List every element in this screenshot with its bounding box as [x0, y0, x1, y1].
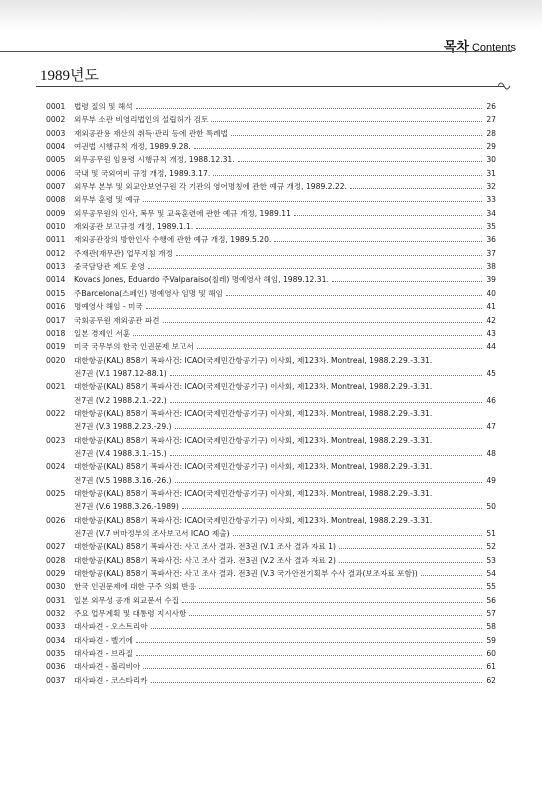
entry-number: 0008: [46, 195, 66, 205]
toc-entry[interactable]: [46, 314, 496, 327]
toc-entry-line: [46, 127, 496, 140]
entry-number: 0002: [46, 115, 66, 125]
entry-title: 미국 국무부의 한국 인권문제 보고서: [74, 342, 194, 352]
entry-page-number: 56: [486, 595, 496, 605]
entry-title-continued: 전7권 (V.2 1988.2.1.-22.): [74, 395, 167, 405]
entry-number: 0030: [46, 582, 66, 592]
toc-entry-line: [46, 260, 496, 273]
entry-number: 0015: [46, 288, 66, 298]
toc-entry[interactable]: [46, 247, 496, 260]
toc-entry-line: [46, 607, 496, 620]
dot-leader: [170, 396, 482, 403]
entry-page-number: 58: [486, 622, 496, 632]
toc-entry-line: [46, 634, 496, 647]
dot-leader: [136, 102, 482, 109]
entry-page-number: 43: [486, 328, 496, 338]
entry-number: 0029: [46, 569, 66, 579]
dot-leader: [148, 262, 482, 269]
toc-entry-line: [46, 113, 496, 126]
entry-title-continued: 전7권 (V.5 1988.3.16.-26.): [74, 475, 172, 485]
entry-page-number: 30: [486, 155, 496, 165]
entry-title: 대한항공(KAL) 858기 폭파사건: 사고 조사 결과. 전3권 (V.2 조사 결과 자료 2): [74, 555, 336, 565]
entry-page-number: 37: [486, 248, 496, 258]
entry-number: 0025: [46, 488, 66, 498]
dot-leader: [421, 569, 482, 576]
toc-entry[interactable]: [46, 580, 496, 593]
entry-title: 주요 업무계획 및 대통령 지시사항: [74, 609, 187, 619]
dot-leader: [189, 609, 482, 616]
toc-entry[interactable]: [46, 354, 496, 381]
section-year-heading: 1989년도: [40, 68, 99, 84]
entry-title: 한국 인권문제에 대한 구주 의회 반응: [74, 582, 197, 592]
toc-entry[interactable]: [46, 660, 496, 673]
dot-leader: [197, 342, 482, 349]
entry-page-number: 36: [486, 235, 496, 245]
entry-number: 0004: [46, 142, 66, 152]
entry-title: 대사파견 - 코스타리카: [74, 675, 148, 685]
entry-title: 명예영사 해임 - 미국: [74, 302, 143, 312]
entry-number: 0032: [46, 609, 66, 619]
toc-entry-line: [46, 340, 496, 353]
toc-entry[interactable]: [46, 180, 496, 193]
entry-number: 0012: [46, 248, 66, 258]
toc-entry-line: [46, 554, 496, 567]
toc-entry-line: [46, 167, 496, 180]
entry-number: 0013: [46, 262, 66, 272]
entry-title-continued: 전7권 (V.1 1987.12-88.1): [74, 368, 167, 378]
entry-title: 국회공무원 재외공관 파견: [74, 315, 160, 325]
entry-page-number: 53: [486, 555, 496, 565]
entry-number: 0014: [46, 275, 66, 285]
toc-entry[interactable]: [46, 607, 496, 620]
entry-number: 0026: [46, 515, 66, 525]
entry-title: 대한항공(KAL) 858기 폭파사건: ICAO(국제민간항공기구) 이사회, 제123차. Montreal, 1988.2.29.-3.31.: [74, 515, 433, 525]
entry-number: 0027: [46, 542, 66, 552]
toc-entry-line: [46, 660, 496, 673]
entry-title: 중국담당관 제도 운영: [74, 262, 145, 272]
entry-page-number: 62: [486, 675, 496, 685]
dot-leader: [182, 596, 482, 603]
entry-title: 외무부 훈령 및 예규: [74, 195, 140, 205]
toc-entry[interactable]: [46, 287, 496, 300]
toc-entry[interactable]: [46, 127, 496, 140]
toc-entry-line: [46, 247, 496, 260]
toc-entry[interactable]: [46, 300, 496, 313]
entry-page-number: 60: [486, 649, 496, 659]
entry-page-number: 49: [486, 475, 496, 485]
dot-leader: [211, 115, 482, 122]
entry-title-continued: 전7권 (V.7 버마정부의 조사보고서 ICAO 제출): [74, 529, 230, 538]
toc-entry[interactable]: [46, 100, 496, 113]
dot-leader: [350, 182, 482, 189]
toc-entry[interactable]: [46, 554, 496, 567]
wave-ornament-icon: [498, 80, 512, 92]
entry-title: 일본 외무성 공개 외교문서 수집: [74, 595, 180, 605]
toc-entry-line: [46, 500, 496, 513]
entry-title: 대한항공(KAL) 858기 폭파사건: ICAO(국제민간항공기구) 이사회, 제123차. Montreal, 1988.2.29.-3.31.: [74, 408, 433, 418]
entry-number: 0022: [46, 408, 66, 418]
toc-entry-line: [46, 367, 496, 380]
entry-number: 0021: [46, 382, 66, 392]
toc-entry-line: [46, 514, 496, 527]
entry-page-number: 26: [486, 102, 496, 111]
entry-title: 외무공무원의 인사, 복무 및 교육훈련에 관한 예규 개정, 1989.11: [74, 208, 291, 218]
toc-entry-line: [46, 540, 496, 553]
entry-page-number: 55: [486, 582, 496, 592]
page-title-korean: 목차: [443, 40, 469, 55]
section-divider: [36, 86, 504, 87]
toc-entry[interactable]: [46, 207, 496, 220]
entry-number: 0016: [46, 302, 66, 312]
toc-entry-line: [46, 273, 496, 286]
toc-entry-line: [46, 153, 496, 166]
toc-entry-line: [46, 647, 496, 660]
dot-leader: [339, 542, 482, 549]
entry-title: 대한항공(KAL) 858기 폭파사건: ICAO(국제민간항공기구) 이사회, 제123차. Montreal, 1988.2.29.-3.31.: [74, 488, 433, 498]
entry-number: 0020: [46, 355, 66, 365]
toc-entry[interactable]: [46, 140, 496, 153]
entry-title: 외무공무원 임용령 시행규칙 개정, 1988.12.31.: [74, 155, 235, 165]
dot-leader: [213, 169, 482, 176]
toc-entry-line: [46, 527, 496, 540]
entry-number: 0031: [46, 595, 66, 605]
toc-entry-line: [46, 220, 496, 233]
toc-entry-line: [46, 447, 496, 460]
dot-leader: [170, 449, 482, 456]
entry-title: 대한항공(KAL) 858기 폭파사건: ICAO(국제민간항공기구) 이사회, 제123차. Montreal, 1988.2.29.-3.31.: [74, 382, 433, 392]
toc-entry[interactable]: [46, 567, 496, 580]
entry-page-number: 57: [486, 609, 496, 619]
entry-page-number: 29: [486, 142, 496, 152]
toc-entry-line: [46, 407, 496, 420]
toc-entry[interactable]: [46, 487, 496, 514]
dot-leader: [294, 209, 482, 216]
toc-entry-line: [46, 207, 496, 220]
toc-entry[interactable]: [46, 647, 496, 660]
entry-title: 외무부 본부 및 외교안보연구원 각 기관의 영어명칭에 관한 예규 개정, 1989.2.22.: [74, 182, 348, 192]
toc-entry-line: [46, 233, 496, 246]
entry-title: 여권법 시행규칙 개정, 1989.9.28.: [74, 142, 191, 152]
entry-title: 국내 및 국외여비 규정 개정, 1989.3.17.: [74, 168, 211, 178]
toc-entry-line: [46, 193, 496, 206]
entry-title: 재외공관장의 방한인사 수행에 관한 예규 개정, 1989.5.20.: [74, 235, 272, 245]
toc-entry-line: [46, 487, 496, 500]
entry-title: 대사파견 - 오스트리아: [74, 622, 148, 632]
entry-page-number: 35: [486, 222, 496, 232]
page-title: [444, 36, 516, 55]
toc-entry[interactable]: [46, 220, 496, 233]
entry-title: 대사파견 - 벨기에: [74, 635, 133, 645]
dot-leader: [175, 422, 482, 429]
dot-leader: [238, 155, 482, 162]
entry-title: 주재관(재무관) 업무지침 개정: [74, 248, 173, 258]
entry-page-number: 44: [486, 342, 496, 352]
toc-entry-line: [46, 474, 496, 487]
dot-leader: [199, 582, 482, 589]
toc-entry-line: [46, 567, 496, 580]
entry-title: 대한항공(KAL) 858기 폭파사건: ICAO(국제민간항공기구) 이사회, 제123차. Montreal, 1988.2.29.-3.31.: [74, 462, 433, 472]
entry-number: 0003: [46, 128, 66, 138]
toc-entry[interactable]: [46, 273, 496, 286]
toc-entry[interactable]: [46, 620, 496, 633]
entry-number: 0036: [46, 662, 66, 672]
toc-entry-line: [46, 380, 496, 393]
entry-number: 0011: [46, 235, 66, 245]
entry-title: 재외공관 보고규정 개정, 1989.1.1.: [74, 222, 194, 232]
toc-entry[interactable]: [46, 340, 496, 353]
entry-number: 0009: [46, 208, 66, 218]
toc-entry[interactable]: [46, 233, 496, 246]
dot-leader: [175, 476, 482, 483]
dot-leader: [194, 142, 482, 149]
toc-entry[interactable]: [46, 380, 496, 407]
entry-number: 0037: [46, 675, 66, 685]
entry-page-number: 31: [486, 168, 496, 178]
entry-title-continued: 전7권 (V.4 1988.3.1.-15.): [74, 448, 167, 458]
toc-entry[interactable]: [46, 327, 496, 340]
entry-page-number: 59: [486, 635, 496, 645]
toc-entry-line: [46, 327, 496, 340]
entry-title: 법령 질의 및 해석: [74, 102, 133, 111]
toc-entry[interactable]: [46, 460, 496, 487]
toc-entry[interactable]: [46, 167, 496, 180]
entry-number: 0019: [46, 342, 66, 352]
toc-entry[interactable]: [46, 113, 496, 126]
entry-number: 0024: [46, 462, 66, 472]
entry-title: 대한항공(KAL) 858기 폭파사건: 사고 조사 결과. 전3권 (V.1 조사 결과 자료 1): [74, 542, 336, 552]
page-header: [0, 0, 542, 60]
toc-entry[interactable]: [46, 434, 496, 461]
dot-leader: [339, 556, 482, 563]
dot-leader: [151, 622, 482, 629]
entry-number: 0028: [46, 555, 66, 565]
entry-number: 0010: [46, 222, 66, 232]
entry-page-number: 34: [486, 208, 496, 218]
toc-entry[interactable]: [46, 514, 496, 541]
toc-entry-line: [46, 580, 496, 593]
dot-leader: [332, 275, 482, 282]
toc-entry-line: [46, 100, 496, 113]
entry-page-number: 50: [486, 502, 496, 512]
dot-leader: [143, 195, 482, 202]
header-divider: [0, 51, 512, 52]
entry-number: 0017: [46, 315, 66, 325]
toc-entry-line: [46, 394, 496, 407]
dot-leader: [274, 235, 482, 242]
toc-entry[interactable]: [46, 193, 496, 206]
entry-page-number: 48: [486, 448, 496, 458]
entry-title: 재외공관용 재산의 취득·관리 등에 관한 특례법: [74, 128, 228, 138]
toc-entry-line: [46, 180, 496, 193]
toc-entry-line: [46, 287, 496, 300]
entry-number: 0018: [46, 328, 66, 338]
entry-page-number: 51: [486, 529, 496, 538]
entry-page-number: 61: [486, 662, 496, 672]
dot-leader: [226, 289, 482, 296]
dot-leader: [143, 662, 482, 669]
dot-leader: [151, 676, 482, 683]
entry-page-number: 54: [486, 569, 496, 579]
entry-title: 일본 경제인 서훈: [74, 328, 131, 338]
entry-page-number: 42: [486, 315, 496, 325]
entry-title-continued: 전7권 (V.3 1988.2.23.-29.): [74, 422, 172, 432]
entry-title: 대한항공(KAL) 858기 폭파사건: ICAO(국제민간항공기구) 이사회, 제123차. Montreal, 1988.2.29.-3.31.: [74, 435, 433, 445]
toc-entry-line: [46, 620, 496, 633]
page-title-english: Contents: [471, 42, 516, 54]
entry-page-number: 39: [486, 275, 496, 285]
toc-entry[interactable]: [46, 540, 496, 553]
entry-title: Kovacs Jones, Eduardo 주Valparaiso(칠레) 명예영사 해임, 1989.12.31.: [74, 275, 329, 285]
toc-entry-line: [46, 594, 496, 607]
toc-entry-line: [46, 460, 496, 473]
entry-number: 0035: [46, 649, 66, 659]
toc-entry-line: [46, 140, 496, 153]
entry-title: 대한항공(KAL) 858기 폭파사건: 사고 조사 결과. 전3권 (V.3 국가안전기획부 수사 결과(보조자료 포함)): [74, 569, 418, 579]
dot-leader: [133, 329, 482, 336]
entry-number: 0023: [46, 435, 66, 445]
dot-leader: [182, 502, 482, 509]
entry-page-number: 33: [486, 195, 496, 205]
toc-entry-line: [46, 314, 496, 327]
toc-entry[interactable]: [46, 260, 496, 273]
toc-entry[interactable]: [46, 153, 496, 166]
entry-title: 주Barcelona(스페인) 명예영사 임명 및 해임: [74, 288, 223, 298]
entry-page-number: 32: [486, 182, 496, 192]
entry-title: 대사파견 - 브라질: [74, 649, 133, 659]
entry-page-number: 40: [486, 288, 496, 298]
toc-entry-line: [46, 434, 496, 447]
dot-leader: [170, 369, 482, 376]
dot-leader: [196, 222, 482, 229]
entry-number: 0034: [46, 635, 66, 645]
toc-entry[interactable]: [46, 407, 496, 434]
entry-number: 0033: [46, 622, 66, 632]
toc-entry[interactable]: [46, 594, 496, 607]
entry-page-number: 46: [486, 395, 496, 405]
entry-page-number: 45: [486, 368, 496, 378]
entry-number: 0001: [46, 102, 66, 111]
toc-entry[interactable]: [46, 634, 496, 647]
entry-page-number: 52: [486, 542, 496, 552]
entry-number: 0006: [46, 168, 66, 178]
toc-entry-line: [46, 354, 496, 367]
entry-title: 외무부 소관 비영리법인의 설립허가 검토: [74, 115, 209, 125]
entry-number: 0007: [46, 182, 66, 192]
dot-leader: [163, 316, 482, 323]
dot-leader: [231, 129, 482, 136]
dot-leader: [176, 249, 482, 256]
entry-title: 대한항공(KAL) 858기 폭파사건: ICAO(국제민간항공기구) 이사회, 제123차. Montreal, 1988.2.29.-3.31.: [74, 355, 433, 365]
dot-leader: [136, 649, 482, 656]
toc-entry[interactable]: [46, 674, 496, 687]
entry-page-number: 27: [486, 115, 496, 125]
dot-leader: [146, 302, 482, 309]
entry-page-number: 41: [486, 302, 496, 312]
dot-leader: [136, 636, 482, 643]
entry-page-number: 28: [486, 128, 496, 138]
toc-entry-line: [46, 674, 496, 687]
entry-page-number: 47: [486, 422, 496, 432]
entry-title: 대사파견 - 볼리비아: [74, 662, 141, 672]
toc-list: [46, 100, 496, 687]
entry-page-number: 38: [486, 262, 496, 272]
header-band: [0, 0, 542, 30]
entry-number: 0005: [46, 155, 66, 165]
toc-entry-line: [46, 420, 496, 433]
entry-title-continued: 전7권 (V.6 1988.3.26.-1989): [74, 502, 179, 512]
toc-entry-line: [46, 300, 496, 313]
dot-leader: [233, 529, 482, 536]
